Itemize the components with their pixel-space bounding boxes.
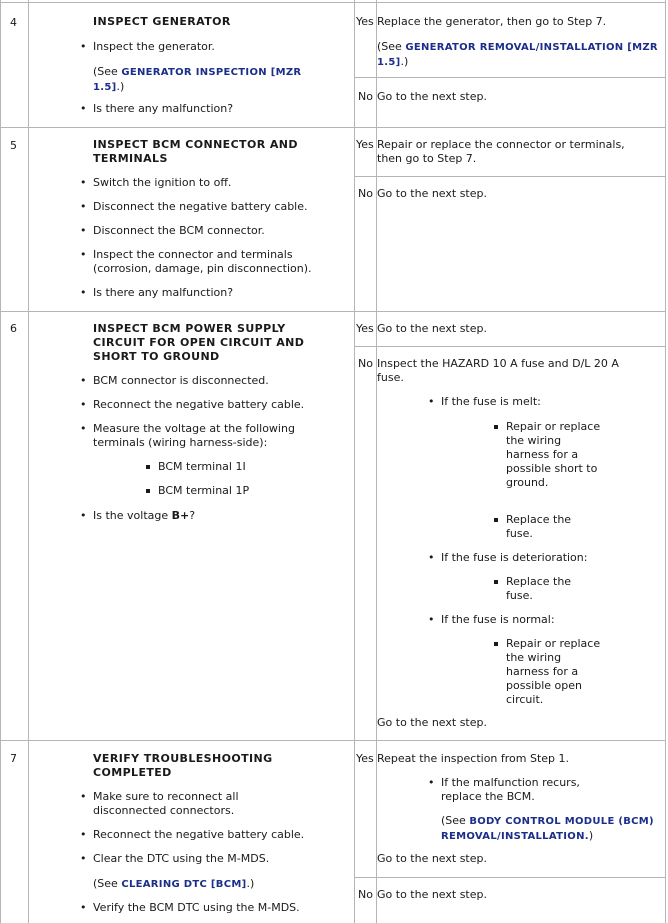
action-item: • Make sure to reconnect all disconnected connectors. [93, 790, 283, 818]
clearing-dtc-link[interactable]: CLEARING DTC [BCM] [121, 879, 247, 890]
no-label: No [358, 357, 373, 370]
yes-text: Go to the next step. [377, 322, 487, 335]
yes-text: Replace the generator, then go to Step 7. [377, 15, 607, 28]
row-line [0, 740, 666, 741]
yes-text: Repair or replace the connector or terminals, then go to Step 7. [377, 138, 625, 165]
see-prefix: (See [377, 40, 406, 53]
action-item: • Switch the ignition to off. [93, 176, 231, 190]
action-item: • Reconnect the negative battery cable. [93, 398, 304, 412]
action-item: • Disconnect the negative battery cable. [93, 200, 308, 214]
action-item: • Measure the voltage at the following terminals (wiring harness-side): [93, 422, 318, 450]
yes-text: Repeat the inspection from Step 1. [377, 752, 570, 765]
action-item: • Verify the BCM DTC using the M-MDS. [93, 901, 300, 915]
action-item [93, 509, 195, 523]
see-prefix: (See [93, 65, 122, 78]
action-item: • Is there any malfunction? [93, 286, 233, 300]
see-suffix: ) [588, 829, 594, 842]
condition-item: • If the fuse is deterioration: [441, 551, 587, 565]
yesno-line [354, 346, 666, 347]
col-line [0, 0, 1, 923]
action-item: • BCM connector is disconnected. [93, 374, 269, 388]
yes-see-reference [441, 814, 656, 844]
no-label: No [358, 187, 373, 200]
action-item: • Is there any malfunction? [93, 102, 233, 116]
terminal-item: BCM terminal 1P [158, 484, 250, 497]
row-line [0, 311, 666, 312]
row-line [0, 127, 666, 128]
action-item: • Clear the DTC using the M-MDS. [93, 852, 269, 866]
question-suffix: ? [189, 509, 196, 522]
yesno-line [354, 176, 666, 177]
step-number: 5 [10, 139, 17, 152]
no-text: Go to the next step. [377, 187, 487, 200]
yes-end-text: Go to the next step. [377, 852, 487, 865]
see-prefix: (See [93, 877, 122, 890]
generator-inspection-link[interactable]: GENERATOR INSPECTION [MZR 1.5] [93, 67, 302, 93]
step-title: VERIFY TROUBLESHOOTING COMPLETED [93, 752, 273, 779]
yes-label: Yes [356, 752, 374, 765]
step-title: INSPECT GENERATOR [93, 15, 231, 28]
step-title: INSPECT BCM CONNECTOR AND TERMINALS [93, 138, 298, 165]
yes-see-reference [377, 40, 662, 70]
condition-item: • If the fuse is normal: [441, 613, 555, 627]
condition-item: • If the fuse is melt: [441, 395, 541, 409]
see-suffix: .) [116, 80, 125, 93]
step-number: 4 [10, 16, 17, 29]
voltage-value: B+ [171, 509, 190, 522]
yesno-line [354, 877, 666, 878]
see-suffix: .) [400, 55, 409, 68]
no-text: Go to the next step. [377, 888, 487, 901]
yes-label: Yes [356, 138, 374, 151]
remedy-item: Repair or replace the wiring harness for a possible short to ground. [506, 420, 601, 489]
no-label: No [358, 888, 373, 901]
condition-item: • If the malfunction recurs, replace the BCM. [441, 776, 601, 804]
action-item: • Inspect the connector and terminals (corrosion, damage, pin disconnection). [93, 248, 333, 276]
generator-removal-link[interactable]: GENERATOR REMOVAL/INSTALLATION [MZR 1.5] [377, 42, 658, 68]
remedy-item: Replace the fuse. [506, 575, 591, 603]
row-line [0, 2, 666, 3]
yesno-line [354, 77, 666, 78]
terminal-item: BCM terminal 1I [158, 460, 246, 473]
yes-label: Yes [356, 15, 374, 28]
see-prefix: (See [441, 814, 470, 827]
no-text: Go to the next step. [377, 90, 487, 103]
col-line [354, 0, 355, 923]
col-line [28, 0, 29, 923]
remedy-item: Repair or replace the wiring harness for a possible open circuit. [506, 637, 601, 706]
see-reference [93, 65, 323, 95]
bcm-removal-link[interactable]: BODY CONTROL MODULE (BCM) REMOVAL/INSTALLATION. [441, 816, 654, 842]
action-item: • Reconnect the negative battery cable. [93, 828, 304, 842]
action-item: • Disconnect the BCM connector. [93, 224, 265, 238]
no-label: No [358, 90, 373, 103]
yes-label: Yes [356, 322, 374, 335]
step-number: 7 [10, 752, 17, 765]
step-number: 6 [10, 322, 17, 335]
col-line [665, 0, 666, 923]
remedy-item: Replace the fuse. [506, 513, 591, 541]
step-title: INSPECT BCM POWER SUPPLY CIRCUIT FOR OPEN CIRCUIT AND SHORT TO GROUND [93, 322, 305, 363]
action-item: • Inspect the generator. [93, 40, 215, 54]
see-reference [93, 877, 254, 892]
see-suffix: .) [246, 877, 255, 890]
no-end-text: Go to the next step. [377, 716, 487, 729]
question-prefix: Is the voltage [93, 509, 172, 522]
no-text: Inspect the HAZARD 10 A fuse and D/L 20 A fuse. [377, 357, 619, 384]
